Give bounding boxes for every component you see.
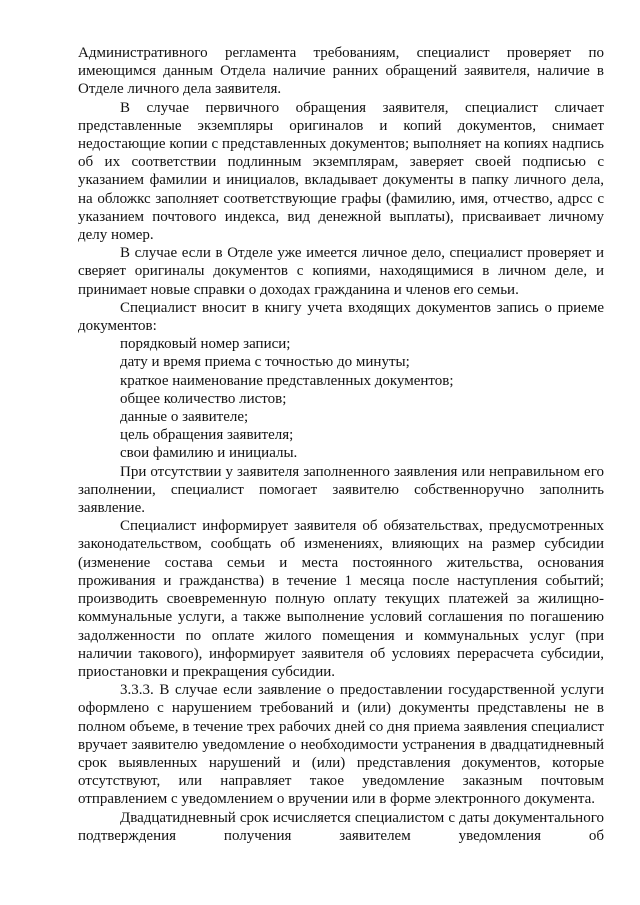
list-item: цель обращения заявителя;	[120, 427, 294, 444]
paragraph-7: 3.3.3. В случае если заявление о предоставлении государственной услуги оформлено с нарушением требований и (или) документы представлены не в полном объеме, в течение трех рабочих дней со дня приема заявления специалист вручает заявителю уведомление о необходимости устранения в двадцатидневный срок выявленных нарушений и (или) представления документов, которые отсутствуют, или направляет такое уведомление заказным почтовым отправлением с уведомлением о вручении или в форме электронного документа.	[78, 682, 604, 808]
paragraph-2: В случае первичного обращения заявителя, специалист сличает представленные экземпляры оригиналов и копий документов, снимает недостающие копии с представленных документов; выполняет на копиях надпись об их соответствии подлинным экземплярам, заверяет своей подписью с указанием фамилии и инициалов, вкладывает документы в папку личного дела, на обложкс заполняет соответствующие графы (фамилию, имя, отчество, адрсс с указанием почтового индекса, вид денежной выплаты), присваивает личному делу номер.	[78, 99, 604, 244]
list-item: общее количество листов;	[120, 390, 287, 407]
list-item: данные о заявителе;	[120, 409, 249, 426]
paragraph-1: Административного регламента требованиям, специалист проверяет по имеющимся данным Отдела наличие ранних обращений заявителя, наличие в Отделе личного дела заявителя.	[78, 45, 604, 98]
document-body	[78, 44, 604, 845]
paragraph-4: Специалист вносит в книгу учета входящих документов запись о приеме документов:	[78, 299, 604, 335]
list-item: краткое наименование представленных документов;	[120, 372, 454, 389]
list-item: дату и время приема с точностью до минуты;	[120, 354, 410, 371]
paragraph-5: При отсутствии у заявителя заполненного заявления или неправильном его заполнении, специалист помогает заявителю собственноручно заполнить заявление.	[78, 463, 604, 517]
paragraph-6: Специалист информирует заявителя об обязательствах, предусмотренных законодательством, сообщать об изменениях, влияющих на размер субсидии (изменение состава семьи и места постоянного жительства, основания проживания и гражданства) в течение 1 месяца после наступления событий; производить своевременную полную оплату текущих платежей за жилищно-коммунальные услуги, а также выполнение условий соглашения по погашению задолженности по оплате жилого помещения и коммунальных услуг (при наличии такового), информирует заявителя об условиях перерасчета субсидии, приостановки и прекращения субсидии.	[78, 518, 604, 680]
paragraph-3: В случае если в Отделе уже имеется личное дело, специалист проверяет и сверяет оригиналы документов с копиями, находящимися в личном деле, и принимает новые справки о доходах гражданина и членов его семьи.	[78, 245, 604, 298]
paragraph-8: Двадцатидневный срок исчисляется специалистом с даты документального подтверждения получения заявителем уведомления об	[78, 809, 604, 844]
list-item: порядковый номер записи;	[120, 336, 291, 353]
list-item: свои фамилию и инициалы.	[120, 445, 298, 462]
